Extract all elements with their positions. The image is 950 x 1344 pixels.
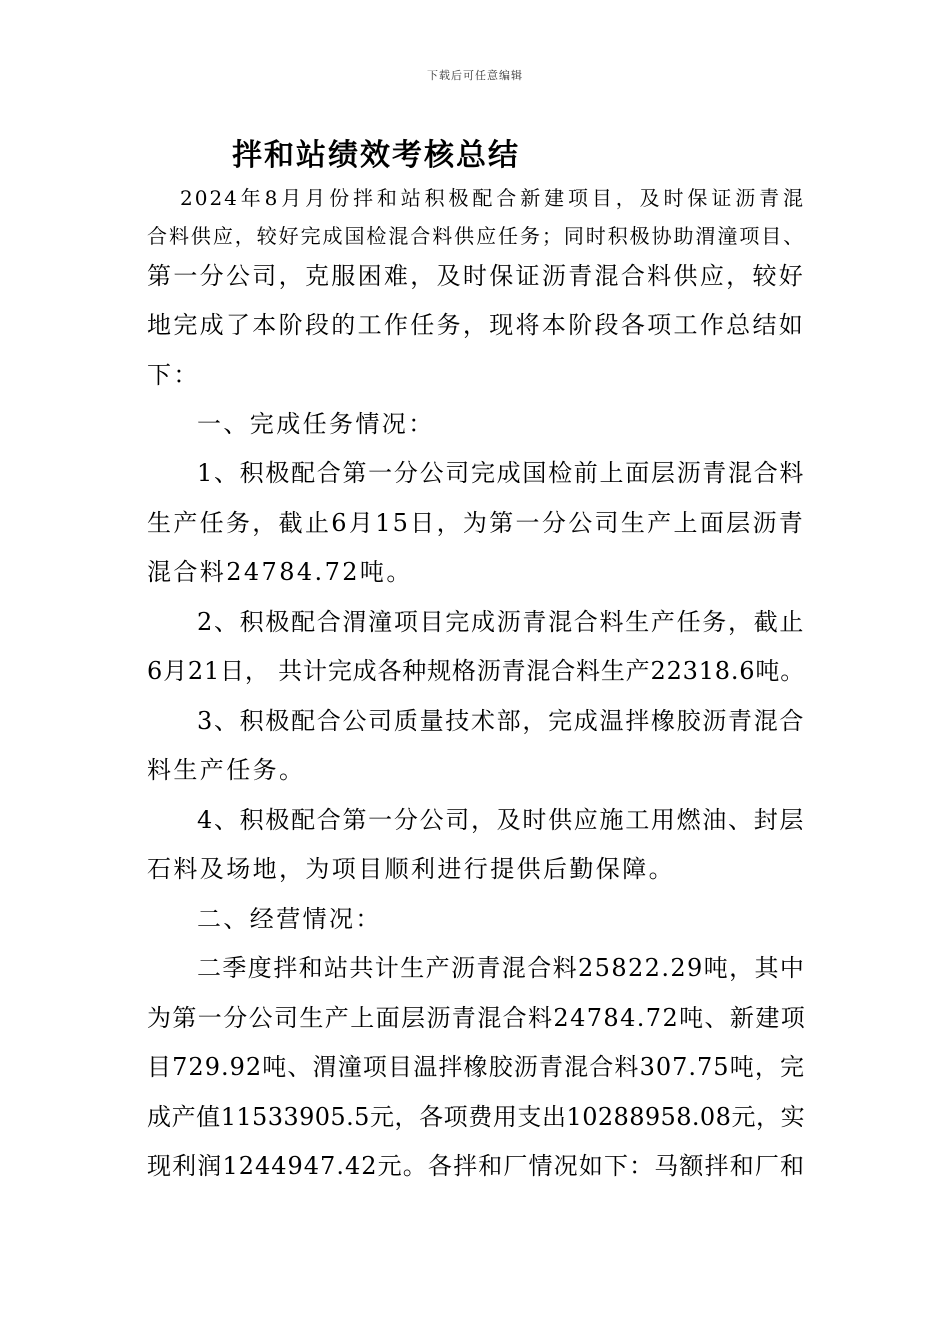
paragraph-line: 1、积极配合第一分公司完成国检前上面层沥青混合料 [197,459,805,487]
paragraph-line: 生产任务，截止6月15日，为第一分公司生产上面层沥青 [147,509,805,537]
paragraph-line: 为第一分公司生产上面层沥青混合料24784.72吨、新建项 [147,1004,807,1032]
paragraph-line: 混合料24784.72吨。 [147,558,413,586]
paragraph-line: 第一分公司，克服困难，及时保证沥青混合料供应，较好 [147,262,805,290]
section-heading: 一、完成任务情况： [197,410,435,438]
paragraph-line: 石料及场地，为项目顺利进行提供后勤保障。 [147,855,675,883]
paragraph-line: 3、积极配合公司质量技术部，完成温拌橡胶沥青混合 [197,707,805,735]
paragraph-line: 二季度拌和站共计生产沥青混合料25822.29吨，其中 [197,954,806,982]
paragraph-line: 成产值11533905.5元，各项费用支出10288958.08元，实 [147,1103,805,1131]
paragraph-line: 下： [147,361,200,389]
paragraph-line: 6月21日， 共计完成各种规格沥青混合料生产22318.6吨。 [147,657,805,685]
section-heading: 二、经营情况： [197,905,382,933]
paragraph-line: 2024年8月月份拌和站积极配合新建项目，及时保证沥青混 [180,186,805,210]
paragraph-line: 2、积极配合渭潼项目完成沥青混合料生产任务，截止 [197,608,805,636]
header-note: 下载后可任意编辑 [427,69,523,82]
paragraph-line: 合料供应，较好完成国检混合料供应任务；同时积极协助渭潼项目、 [147,224,805,248]
paragraph-line: 目729.92吨、渭潼项目温拌橡胶沥青混合料307.75吨，完 [147,1053,805,1081]
paragraph-line: 地完成了本阶段的工作任务，现将本阶段各项工作总结如 [147,311,805,339]
paragraph-line: 料生产任务。 [147,756,306,784]
paragraph-line: 现利润1244947.42元。各拌和厂情况如下：马额拌和厂和 [147,1152,805,1180]
document-title: 拌和站绩效考核总结 [232,138,520,173]
paragraph-line: 4、积极配合第一分公司，及时供应施工用燃油、封层 [197,806,805,834]
